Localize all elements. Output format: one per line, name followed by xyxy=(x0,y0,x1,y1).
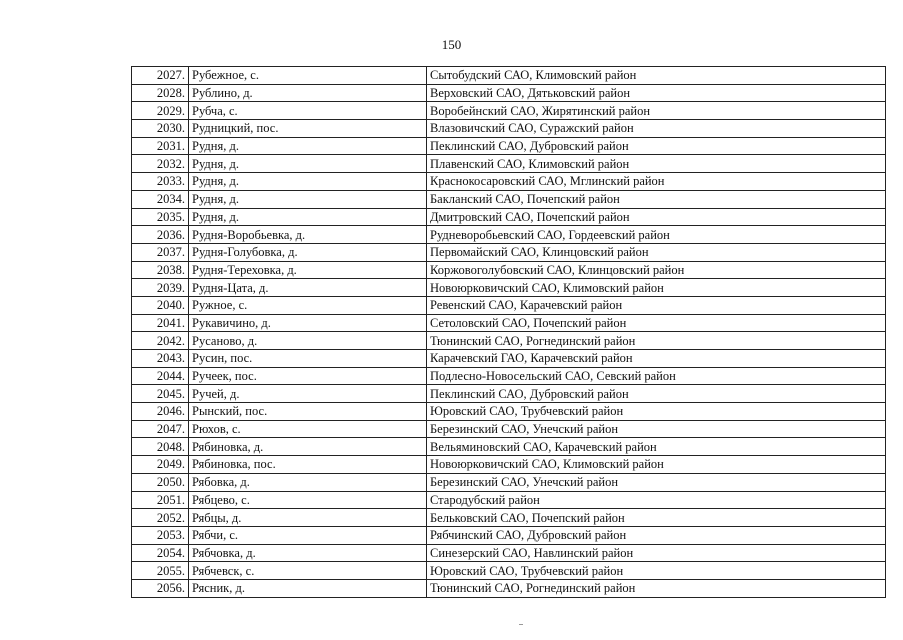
table-row xyxy=(132,279,886,297)
table-row xyxy=(132,243,886,261)
table-row xyxy=(132,84,886,102)
row-number: 2036. xyxy=(132,226,189,244)
table-row xyxy=(132,473,886,491)
row-number: 2047. xyxy=(132,420,189,438)
row-number: 2028. xyxy=(132,84,189,102)
settlement-name: Рудня, д. xyxy=(189,190,427,208)
settlement-name: Русин, пос. xyxy=(189,350,427,368)
settlement-name: Рябиновка, пос. xyxy=(189,456,427,474)
administrative-unit: Бельковский САО, Почепский район xyxy=(427,509,886,527)
settlement-name: Рудницкий, пос. xyxy=(189,120,427,138)
settlement-name: Рудня-Цата, д. xyxy=(189,279,427,297)
row-number: 2055. xyxy=(132,562,189,580)
administrative-unit: Тюнинский САО, Рогнединский район xyxy=(427,579,886,597)
settlement-name: Рябчовка, д. xyxy=(189,544,427,562)
settlement-name: Рудня-Тереховка, д. xyxy=(189,261,427,279)
settlement-name: Рынский, пос. xyxy=(189,403,427,421)
settlement-name: Рябцево, с. xyxy=(189,491,427,509)
settlement-name: Рудня-Голубовка, д. xyxy=(189,243,427,261)
settlement-name: Рюхов, с. xyxy=(189,420,427,438)
row-number: 2027. xyxy=(132,67,189,85)
settlement-name: Рябчевск, с. xyxy=(189,562,427,580)
administrative-unit: Березинский САО, Унечский район xyxy=(427,473,886,491)
administrative-unit: Дмитровский САО, Почепский район xyxy=(427,208,886,226)
administrative-unit: Карачевский ГАО, Карачевский район xyxy=(427,350,886,368)
row-number: 2056. xyxy=(132,579,189,597)
table-row xyxy=(132,314,886,332)
table-row xyxy=(132,120,886,138)
table-row xyxy=(132,509,886,527)
settlement-name: Рудня-Воробьевка, д. xyxy=(189,226,427,244)
settlement-name: Рудня, д. xyxy=(189,137,427,155)
settlement-name: Рубча, с. xyxy=(189,102,427,120)
administrative-unit: Влазовичский САО, Суражский район xyxy=(427,120,886,138)
table-row xyxy=(132,173,886,191)
settlement-name: Рукавичино, д. xyxy=(189,314,427,332)
row-number: 2037. xyxy=(132,243,189,261)
administrative-unit: Вельяминовский САО, Карачевский район xyxy=(427,438,886,456)
row-number: 2030. xyxy=(132,120,189,138)
table-row xyxy=(132,102,886,120)
table-row xyxy=(132,350,886,368)
table-row xyxy=(132,420,886,438)
administrative-unit: Коржовоголубовский САО, Клинцовский район xyxy=(427,261,886,279)
settlement-name: Рябчи, с. xyxy=(189,526,427,544)
row-number: 2032. xyxy=(132,155,189,173)
row-number: 2038. xyxy=(132,261,189,279)
administrative-unit: Юровский САО, Трубчевский район xyxy=(427,403,886,421)
administrative-unit: Плавенский САО, Климовский район xyxy=(427,155,886,173)
administrative-unit: Пеклинский САО, Дубровский район xyxy=(427,137,886,155)
administrative-unit: Первомайский САО, Клинцовский район xyxy=(427,243,886,261)
table-row xyxy=(132,190,886,208)
table-row xyxy=(132,332,886,350)
table-row xyxy=(132,491,886,509)
table-row xyxy=(132,438,886,456)
table-row xyxy=(132,579,886,597)
page-number: 150 xyxy=(441,37,462,52)
row-number: 2050. xyxy=(132,473,189,491)
settlement-name: Рудня, д. xyxy=(189,173,427,191)
table-row xyxy=(132,137,886,155)
table-row xyxy=(132,367,886,385)
table-row xyxy=(132,67,886,85)
table-row xyxy=(132,544,886,562)
row-number: 2039. xyxy=(132,279,189,297)
row-number: 2041. xyxy=(132,314,189,332)
administrative-unit: Сетоловский САО, Почепский район xyxy=(427,314,886,332)
settlement-name: Рясник, д. xyxy=(189,579,427,597)
administrative-unit: Тюнинский САО, Рогнединский район xyxy=(427,332,886,350)
settlement-name: Ружное, с. xyxy=(189,296,427,314)
settlement-name: Рябцы, д. xyxy=(189,509,427,527)
table-row xyxy=(132,456,886,474)
settlement-name: Рубежное, с. xyxy=(189,67,427,85)
row-number: 2031. xyxy=(132,137,189,155)
administrative-unit: Бакланский САО, Почепский район xyxy=(427,190,886,208)
settlement-name: Ручей, д. xyxy=(189,385,427,403)
settlement-name: Рублино, д. xyxy=(189,84,427,102)
administrative-unit: Подлесно-Новосельский САО, Севский район xyxy=(427,367,886,385)
administrative-unit: Новоюрковичский САО, Климовский район xyxy=(427,456,886,474)
row-number: 2033. xyxy=(132,173,189,191)
table-row xyxy=(132,261,886,279)
administrative-unit: Юровский САО, Трубчевский район xyxy=(427,562,886,580)
table-row xyxy=(132,296,886,314)
administrative-unit: Рябчинский САО, Дубровский район xyxy=(427,526,886,544)
table-body xyxy=(132,67,886,598)
administrative-unit: Верховский САО, Дятьковский район xyxy=(427,84,886,102)
row-number: 2042. xyxy=(132,332,189,350)
table-row xyxy=(132,562,886,580)
row-number: 2035. xyxy=(132,208,189,226)
row-number: 2040. xyxy=(132,296,189,314)
row-number: 2053. xyxy=(132,526,189,544)
administrative-unit: Краснокосаровский САО, Мглинский район xyxy=(427,173,886,191)
administrative-unit: Ревенский САО, Карачевский район xyxy=(427,296,886,314)
row-number: 2044. xyxy=(132,367,189,385)
row-number: 2034. xyxy=(132,190,189,208)
row-number: 2052. xyxy=(132,509,189,527)
administrative-unit: Сытобудский САО, Климовский район xyxy=(427,67,886,85)
administrative-unit: Стародубский район xyxy=(427,491,886,509)
row-number: 2051. xyxy=(132,491,189,509)
administrative-unit: Воробейнский САО, Жирятинский район xyxy=(427,102,886,120)
administrative-unit: Рудневоробьевский САО, Гордеевский район xyxy=(427,226,886,244)
settlement-name: Рудня, д. xyxy=(189,208,427,226)
row-number: 2049. xyxy=(132,456,189,474)
table-row xyxy=(132,208,886,226)
administrative-unit: Березинский САО, Унечский район xyxy=(427,420,886,438)
row-number: 2029. xyxy=(132,102,189,120)
table-row xyxy=(132,526,886,544)
settlement-name: Ручеек, пос. xyxy=(189,367,427,385)
row-number: 2046. xyxy=(132,403,189,421)
administrative-unit: Новоюрковичский САО, Климовский район xyxy=(427,279,886,297)
administrative-unit: Пеклинский САО, Дубровский район xyxy=(427,385,886,403)
table-row xyxy=(132,155,886,173)
scan-mark xyxy=(519,624,523,625)
settlement-name: Рябовка, д. xyxy=(189,473,427,491)
row-number: 2048. xyxy=(132,438,189,456)
settlements-table xyxy=(131,66,886,598)
table-row xyxy=(132,226,886,244)
settlement-name: Русаново, д. xyxy=(189,332,427,350)
table-row xyxy=(132,403,886,421)
table-row xyxy=(132,385,886,403)
administrative-unit: Синезерский САО, Навлинский район xyxy=(427,544,886,562)
row-number: 2054. xyxy=(132,544,189,562)
row-number: 2043. xyxy=(132,350,189,368)
row-number: 2045. xyxy=(132,385,189,403)
settlement-name: Рябиновка, д. xyxy=(189,438,427,456)
settlement-name: Рудня, д. xyxy=(189,155,427,173)
